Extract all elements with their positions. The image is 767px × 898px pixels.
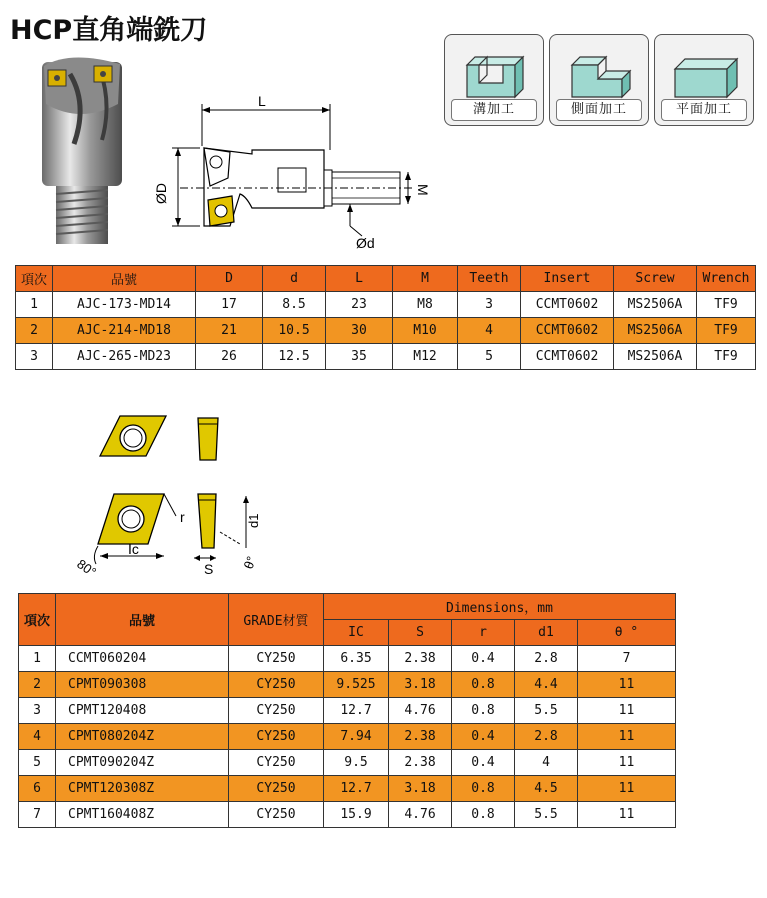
col-r: r (452, 620, 515, 646)
table-row (19, 802, 676, 828)
col-M: M (393, 266, 458, 292)
cell: 2 (19, 672, 56, 698)
cell: 0.8 (452, 776, 515, 802)
col-item: 項次 (16, 266, 53, 292)
cell: 0.8 (452, 802, 515, 828)
col-L: L (326, 266, 393, 292)
cell: 2.38 (389, 724, 452, 750)
col-dimensions: Dimensions，mm (324, 594, 676, 620)
cell: 4.76 (389, 698, 452, 724)
cell: TF9 (697, 344, 756, 370)
cell: 0.4 (452, 724, 515, 750)
cutter-table (15, 265, 756, 370)
cell: 5 (19, 750, 56, 776)
col-insert: Insert (521, 266, 614, 292)
cell: 2.38 (389, 750, 452, 776)
cell: 35 (326, 344, 393, 370)
cell: 2.8 (515, 646, 578, 672)
col-screw: Screw (614, 266, 697, 292)
cell: M12 (393, 344, 458, 370)
cell: 2 (16, 318, 53, 344)
cell: 1 (16, 292, 53, 318)
cell: CPMT160408Z (56, 802, 229, 828)
cell: M8 (393, 292, 458, 318)
cell: CY250 (229, 724, 324, 750)
insert-table (18, 593, 676, 828)
cell: 3.18 (389, 776, 452, 802)
process-face (654, 34, 754, 126)
side-machining-icon (550, 35, 650, 105)
table-row (19, 672, 676, 698)
table-row (16, 318, 756, 344)
process-label-side: 側面加工 (556, 99, 642, 121)
cell: CPMT120308Z (56, 776, 229, 802)
cell: CCMT060204 (56, 646, 229, 672)
cell: CY250 (229, 776, 324, 802)
col-s: S (389, 620, 452, 646)
cell: 9.5 (324, 750, 389, 776)
cell: 12.7 (324, 776, 389, 802)
cell: 3 (19, 698, 56, 724)
cell: 7 (578, 646, 676, 672)
cell: 1 (19, 646, 56, 672)
process-label-face: 平面加工 (661, 99, 747, 121)
col-theta: θ ° (578, 620, 676, 646)
cell: 21 (196, 318, 263, 344)
cell: 11 (578, 698, 676, 724)
cell: 2.38 (389, 646, 452, 672)
cell: 23 (326, 292, 393, 318)
cell: 6.35 (324, 646, 389, 672)
table-row (19, 698, 676, 724)
label-s: S (204, 561, 214, 577)
face-machining-icon (655, 35, 755, 105)
cell: 12.5 (263, 344, 326, 370)
cell: CY250 (229, 750, 324, 776)
cell: CPMT090308 (56, 672, 229, 698)
cell: 0.8 (452, 698, 515, 724)
cell: AJC-265-MD23 (53, 344, 196, 370)
cell: CY250 (229, 646, 324, 672)
cell: 4.76 (389, 802, 452, 828)
col-grade: GRADE材質 (229, 594, 324, 646)
cell: CCMT0602 (521, 318, 614, 344)
cell: 7 (19, 802, 56, 828)
col-part-number: 品號 (53, 266, 196, 292)
cell: 7.94 (324, 724, 389, 750)
cell: 0.8 (452, 672, 515, 698)
cell: 3.18 (389, 672, 452, 698)
cell: 17 (196, 292, 263, 318)
cell: AJC-173-MD14 (53, 292, 196, 318)
end-mill-photo (30, 44, 140, 254)
cell: 5.5 (515, 698, 578, 724)
cell: M10 (393, 318, 458, 344)
cell: 0.4 (452, 750, 515, 776)
col-item: 項次 (19, 594, 56, 646)
cell: 9.525 (324, 672, 389, 698)
label-d: Ød (356, 235, 375, 251)
table-row (16, 344, 756, 370)
table-row (19, 646, 676, 672)
cell: 8.5 (263, 292, 326, 318)
cell: 10.5 (263, 318, 326, 344)
cell: CPMT080204Z (56, 724, 229, 750)
col-D: D (196, 266, 263, 292)
col-teeth: Teeth (458, 266, 521, 292)
col-wrench: Wrench (697, 266, 756, 292)
cell: AJC-214-MD18 (53, 318, 196, 344)
insert-dimension-drawing (74, 408, 280, 583)
table-row (19, 750, 676, 776)
cell: MS2506A (614, 292, 697, 318)
cell: TF9 (697, 318, 756, 344)
cell: 11 (578, 776, 676, 802)
page-title: HCP直角端銑刀 (10, 15, 208, 46)
cell: 5 (458, 344, 521, 370)
cell: 12.7 (324, 698, 389, 724)
cell: CPMT120408 (56, 698, 229, 724)
cell: 15.9 (324, 802, 389, 828)
cell: 4.5 (515, 776, 578, 802)
cell: 26 (196, 344, 263, 370)
cell: CY250 (229, 802, 324, 828)
cell: 11 (578, 750, 676, 776)
cell: 5.5 (515, 802, 578, 828)
col-ic: IC (324, 620, 389, 646)
cell: 2.8 (515, 724, 578, 750)
cell: 11 (578, 802, 676, 828)
label-r: r (180, 509, 185, 525)
label-angle: 80° (74, 556, 99, 580)
cell: CCMT0602 (521, 344, 614, 370)
groove-machining-icon (445, 35, 545, 105)
cell: MS2506A (614, 318, 697, 344)
label-d1: d1 (246, 513, 261, 528)
label-L: L (258, 93, 266, 109)
cell: 0.4 (452, 646, 515, 672)
col-part-number: 品號 (56, 594, 229, 646)
table-row (19, 724, 676, 750)
cell: 4 (19, 724, 56, 750)
cell: 3 (16, 344, 53, 370)
cell: CY250 (229, 698, 324, 724)
cell: CY250 (229, 672, 324, 698)
cell: 4 (458, 318, 521, 344)
table-row (19, 776, 676, 802)
cell: 4.4 (515, 672, 578, 698)
label-theta: θ° (240, 554, 260, 572)
process-label-groove: 溝加工 (451, 99, 537, 121)
cell: 11 (578, 672, 676, 698)
process-side (549, 34, 649, 126)
label-ic: Ic (128, 541, 139, 557)
cell: CPMT090204Z (56, 750, 229, 776)
col-d: d (263, 266, 326, 292)
cell: 11 (578, 724, 676, 750)
cell: 6 (19, 776, 56, 802)
cutter-dimension-drawing (153, 86, 445, 256)
label-D: ØD (153, 183, 169, 204)
cell: 3 (458, 292, 521, 318)
label-M: M (415, 184, 431, 196)
col-d1: d1 (515, 620, 578, 646)
cell: 4 (515, 750, 578, 776)
process-groove (444, 34, 544, 126)
cell: MS2506A (614, 344, 697, 370)
table-row (16, 292, 756, 318)
cell: 30 (326, 318, 393, 344)
cell: CCMT0602 (521, 292, 614, 318)
cell: TF9 (697, 292, 756, 318)
